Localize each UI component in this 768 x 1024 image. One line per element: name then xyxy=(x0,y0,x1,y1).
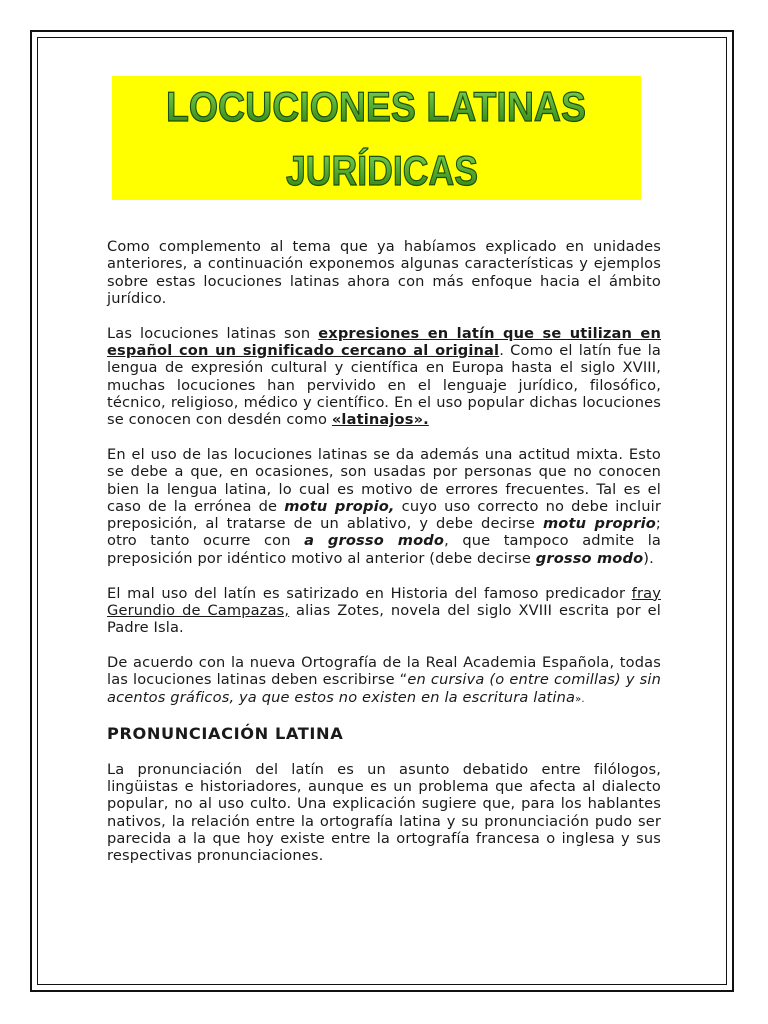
section-heading-pronunciacion: PRONUNCIACIÓN LATINA xyxy=(107,724,344,744)
paragraph-ortografia xyxy=(107,654,661,708)
document-body xyxy=(107,238,661,882)
paragraph-intro: Como complemento al tema que ya habíamos explicado en unidades anteriores, a continuación exponemos algunas características y ejemplos sobre estas locuciones latinas ahora con más enfoque hacia el ámbito jurídico. xyxy=(107,238,661,307)
text-span: Las locuciones latinas son xyxy=(107,324,319,342)
text-span: . Como el latín fue la lengua de expresión cultural y científica en Europa hasta el siglo XVIII, muchas locuciones han pervivido en el lenguaje jurídico, filosófico, técnico, religioso, médico y científico. En el uso popular dichas locuciones se conocen con desdén como xyxy=(107,341,661,429)
term-motu-propio: motu propio, xyxy=(284,497,395,515)
title-wordart xyxy=(112,76,641,200)
latinajos-link[interactable]: «latinajos». xyxy=(331,411,429,429)
text-span: , que tampoco admite la preposición por idéntico motivo al anterior (debe decirse xyxy=(107,532,662,567)
term-grosso-modo: grosso modo xyxy=(535,549,644,567)
definition-link[interactable]: expresiones en latín que se utilizan en español con un significado cercano al original xyxy=(107,324,661,359)
text-span: El mal uso del latín es satirizado en Historia del famoso predicador xyxy=(107,584,632,602)
fray-gerundio-link[interactable]: fray Gerundio de Campazas, xyxy=(107,584,661,619)
text-span: De acuerdo con la nueva Ortografía de la Real Academia Española, todas las locuciones latinas deben escribirse “ xyxy=(107,653,661,689)
text-span: En el uso de las locuciones latinas se da además una actitud mixta. Esto se debe a que, en ocasiones, son usadas por personas que no conocen bien la lengua latina, lo cual es motivo de errores frecuentes. Tal es el caso de la errónea de xyxy=(107,445,661,515)
title-line-2: JURÍDICAS xyxy=(286,147,478,194)
paragraph-definition xyxy=(107,325,661,429)
paragraph-pronunciation: La pronunciación del latín es un asunto debatido entre filólogos, lingüistas e historiadores, aunque es un problema que afecta al dialecto popular, no al uso culto. Una explicación sugiere que, para los hablantes nativos, la relación entre la ortografía latina y su pronunciación pudo ser parecida a la que hoy existe entre la ortografía francesa o inglesa y sus respectivas pronunciaciones. xyxy=(107,760,661,865)
title-line-1: LOCUCIONES LATINAS xyxy=(166,83,586,130)
text-span: ). xyxy=(643,549,654,567)
term-motu-proprio: motu proprio xyxy=(542,515,656,533)
paragraph-mixed-attitude xyxy=(107,446,661,567)
closing-quote: ». xyxy=(575,693,585,705)
text-span: cuyo uso correcto no debe incluir preposición, al tratarse de un ablativo, y debe decirse xyxy=(107,497,661,533)
title-banner xyxy=(112,76,641,200)
text-span: ; otro tanto ocurre con xyxy=(107,515,661,550)
text-span: alias Zotes, novela del siglo XVIII escrita por el Padre Isla. xyxy=(107,601,661,637)
paragraph-satire xyxy=(107,585,661,637)
quote-italic: en cursiva (o entre comillas) y sin acentos gráficos, ya que estos no existen en la escritura latina xyxy=(107,671,661,706)
term-a-grosso-modo: a grosso modo xyxy=(304,532,445,550)
